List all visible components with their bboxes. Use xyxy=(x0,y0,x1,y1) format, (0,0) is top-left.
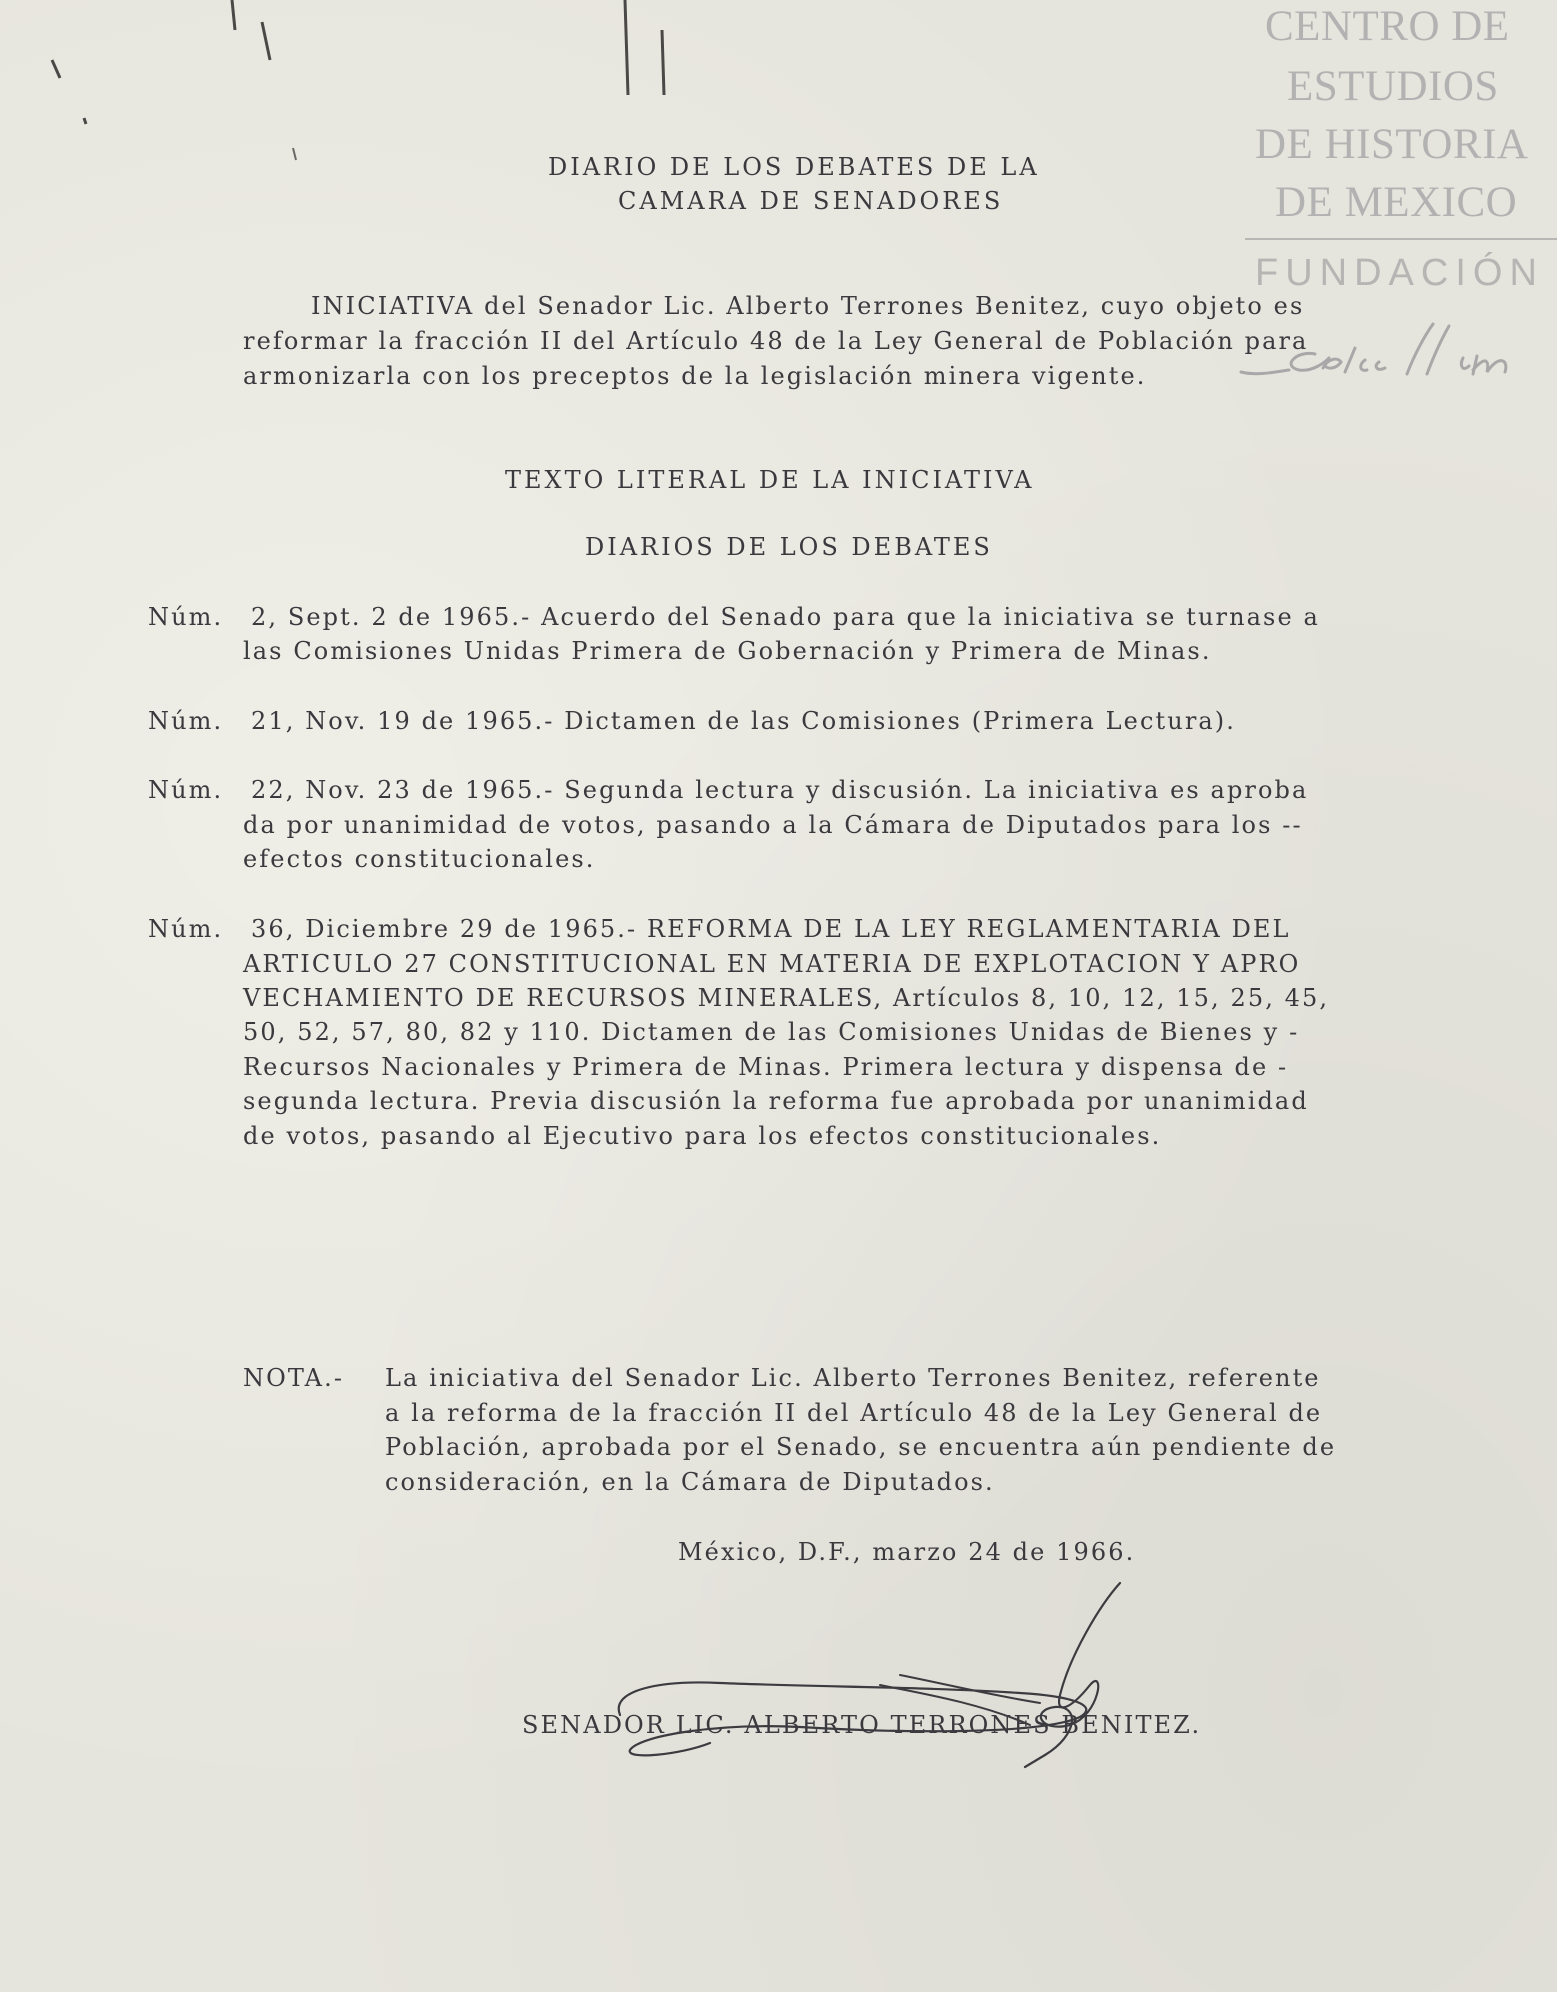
section-title: TEXTO LITERAL DE LA INICIATIVA xyxy=(505,466,1035,494)
note-line-3: Población, aprobada por el Senado, se encuentra aún pendiente de xyxy=(385,1433,1337,1461)
entry-2-line-1: 21, Nov. 19 de 1965.- Dictamen de las Comisiones (Primera Lectura). xyxy=(251,707,1236,735)
entry-3-num: Núm. xyxy=(148,776,224,804)
note-label: NOTA.- xyxy=(243,1364,345,1392)
entry-1-num: Núm. xyxy=(148,603,224,631)
place-date: México, D.F., marzo 24 de 1966. xyxy=(678,1538,1136,1566)
intro-line-2: reformar la fracción II del Artículo 48 de la Ley General de Población para xyxy=(243,327,1309,355)
intro-line-3: armonizarla con los preceptos de la legislación minera vigente. xyxy=(243,362,1147,390)
entry-1-line-1: 2, Sept. 2 de 1965.- Acuerdo del Senado para que la iniciativa se turnase a xyxy=(251,603,1320,631)
intro-line-1: INICIATIVA del Senador Lic. Alberto Terrones Benitez, cuyo objeto es xyxy=(311,292,1305,320)
entry-2-num: Núm. xyxy=(148,707,224,735)
entry-4-line-1: 36, Diciembre 29 de 1965.- REFORMA DE LA LEY REGLAMENTARIA DEL xyxy=(251,915,1291,943)
stamp-foundation: FUNDACIÓN xyxy=(1255,252,1544,294)
entry-4-line-7: de votos, pasando al Ejecutivo para los efectos constitucionales. xyxy=(243,1122,1162,1150)
entry-4-line-3: VECHAMIENTO DE RECURSOS MINERALES, Artículos 8, 10, 12, 15, 25, 45, xyxy=(243,984,1330,1012)
entry-4-line-6: segunda lectura. Previa discusión la reforma fue aprobada por unanimidad xyxy=(243,1087,1309,1115)
note-line-2: a la reforma de la fracción II del Artículo 48 de la Ley General de xyxy=(385,1399,1323,1427)
header-line-1: DIARIO DE LOS DEBATES DE LA xyxy=(548,153,1040,181)
archive-stamp xyxy=(1245,0,1557,300)
entry-1-line-2: las Comisiones Unidas Primera de Gobernación y Primera de Minas. xyxy=(243,637,1212,665)
note-line-1: La iniciativa del Senador Lic. Alberto Terrones Benitez, referente xyxy=(385,1364,1321,1392)
entry-3-line-3: efectos constitucionales. xyxy=(243,845,596,873)
entry-3-line-2: da por unanimidad de votos, pasando a la Cámara de Diputados para los -- xyxy=(243,811,1303,839)
entry-4-line-2: ARTICULO 27 CONSTITUCIONAL EN MATERIA DE EXPLOTACION Y APRO xyxy=(243,950,1301,978)
stamp-line-1: CENTRO DE xyxy=(1265,3,1510,50)
note-line-4: consideración, en la Cámara de Diputados. xyxy=(385,1468,995,1496)
entry-3-line-1: 22, Nov. 23 de 1965.- Segunda lectura y discusión. La iniciativa es aproba xyxy=(251,776,1309,804)
entry-4-line-5: Recursos Nacionales y Primera de Minas. Primera lectura y dispensa de - xyxy=(243,1053,1289,1081)
entry-4-num: Núm. xyxy=(148,915,224,943)
section-subtitle: DIARIOS DE LOS DEBATES xyxy=(585,533,993,561)
signatory-name: SENADOR LIC. ALBERTO TERRONES BENITEZ. xyxy=(522,1711,1202,1739)
stamp-line-3: DE HISTORIA xyxy=(1255,121,1529,168)
scan-marks xyxy=(0,0,700,160)
header-line-2: CAMARA DE SENADORES xyxy=(618,187,1004,215)
handwritten-signature xyxy=(600,1575,1160,1775)
stamp-divider xyxy=(1245,238,1557,240)
stamp-line-2: ESTUDIOS xyxy=(1287,63,1499,110)
entry-4-line-4: 50, 52, 57, 80, 82 y 110. Dictamen de las Comisiones Unidas de Bienes y - xyxy=(243,1018,1300,1046)
stamp-line-4: DE MEXICO xyxy=(1275,179,1518,226)
